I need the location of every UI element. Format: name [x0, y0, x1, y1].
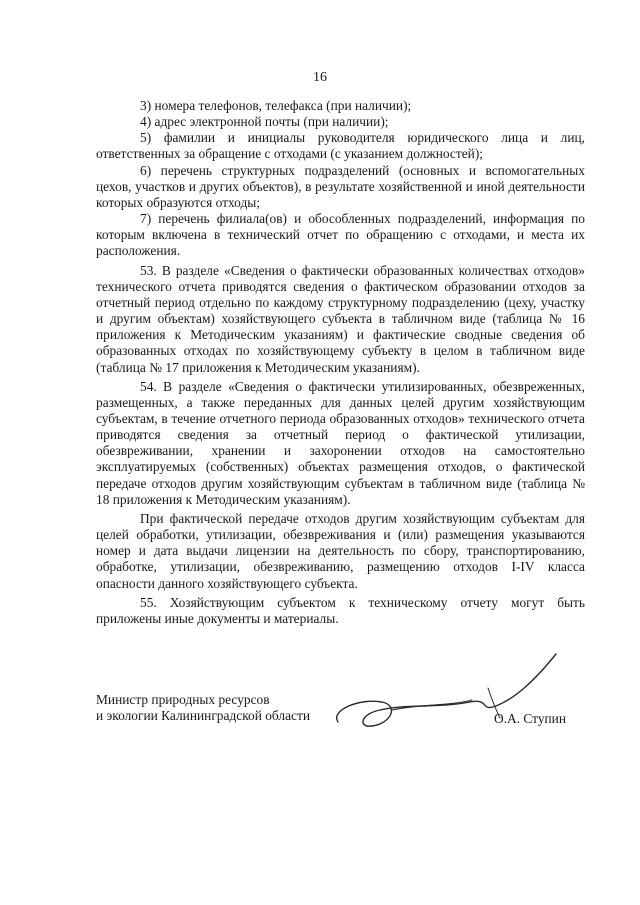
- list-item-managers: 5) фамилии и инициалы руководителя юридического лица и лиц, ответственных за обращение с отходами (с указанием должностей);: [96, 130, 585, 162]
- signatory-position-line-1: Министр природных ресурсов: [96, 692, 270, 707]
- list-item-subdivisions: 6) перечень структурных подразделений (основных и вспомогательных цехов, участков и других объектов), в результате хозяйственной и иной деятельности которых образуются отходы;: [96, 162, 585, 210]
- clause-54-transfer: При фактической передаче отходов другим хозяйствующим субъектам для целей обработки, утилизации, обезвреживания и (или) размещения указываются номер и дата выдачи лицензии на деятельность по сбору, транспортированию, обработке, утилизации, обезвреживанию, размещению отходов I-IV класса опасности данного хозяйствующего субъекта.: [96, 510, 585, 591]
- signatory-position-line-2: и экологии Калининградской области: [96, 708, 311, 724]
- clause-54: 54. В разделе «Сведения о фактически утилизированных, обезвреженных, размещенных, а также переданных для данных целей другим хозяйствующим субъектам, в течение отчетного периода образованных отходов» технического отчета приводятся сведения за отчетный период о фактической утилизации, обезвреживании, хранении и захоронении отходов на самостоятельно эксплуатируемых (собственных) объектах размещения отходов, о фактической передаче отходов другим хозяйствующим субъектам в табличном виде (таблица № 18 приложения к Методическим указаниям).: [96, 378, 585, 507]
- clause-53: 53. В разделе «Сведения о фактически образованных количествах отходов» технического отчета приводятся сведения о фактическом образовании отходов за отчетный период отдельно по каждому структурному подразделению (цеху, участку и другим объектам) хозяйствующего субъекта в табличном виде (таблица № 16 приложения к Методическим указаниям) и фактические сводные сведения об образованных отходах по хозяйствующему субъекту в целом в табличном виде (таблица № 17 приложения к Методическим указаниям).: [96, 262, 585, 375]
- signatory-name: О.А. Ступин: [494, 711, 567, 726]
- clause-55: 55. Хозяйствующим субъектом к техническому отчету могут быть приложены иные документы и материалы.: [96, 594, 585, 626]
- handwritten-signature: [320, 640, 570, 750]
- list-item-phones: 3) номера телефонов, телефакса (при наличии);: [140, 98, 412, 113]
- document-body: [96, 98, 585, 627]
- page-number: 16: [313, 70, 327, 85]
- signatory-position: [96, 692, 310, 724]
- list-item-branches: 7) перечень филиала(ов) и обособленных подразделений, информация по которым включена в технический отчет по обращению с отходами, и места их расположения.: [96, 211, 585, 259]
- list-item-email: 4) адрес электронной почты (при наличии);: [140, 114, 389, 130]
